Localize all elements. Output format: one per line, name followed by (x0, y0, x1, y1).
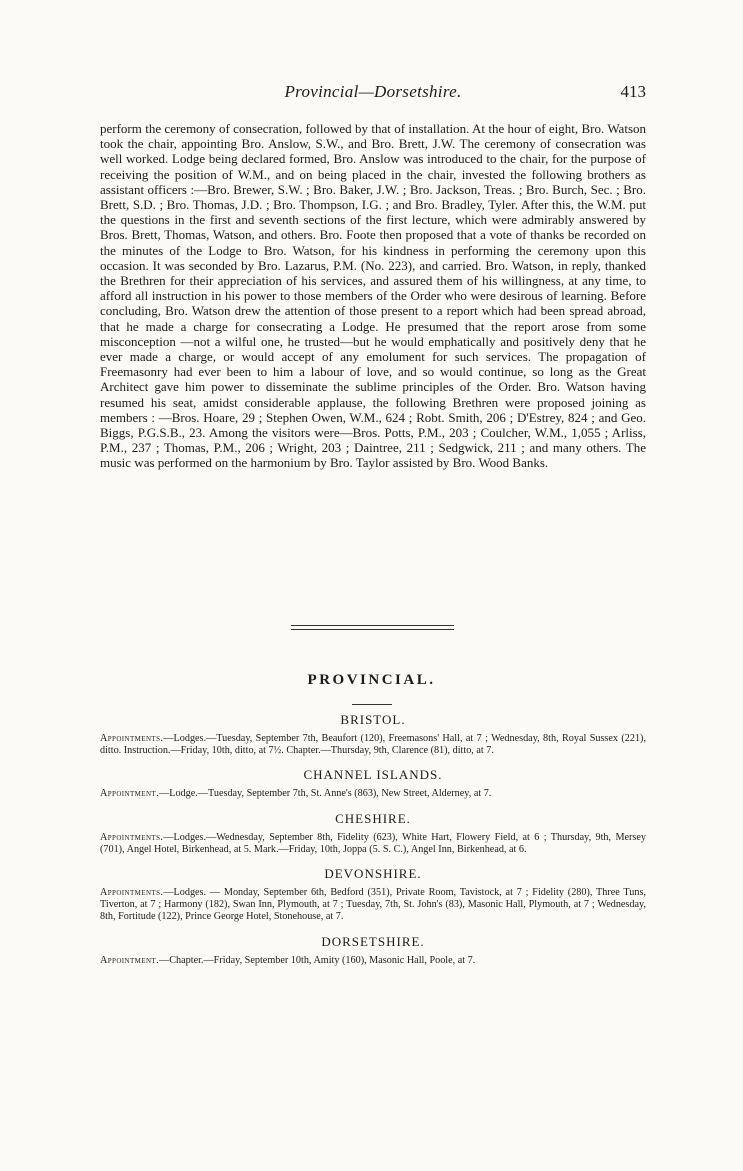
page-number: 413 (620, 82, 646, 101)
notice-label: Appointment. (100, 788, 160, 800)
notice-text: —Chapter.—Friday, September 10th, Amity (160), Masonic Hall, Poole, at 7. (159, 954, 476, 966)
county-heading: CHANNEL ISLANDS. (303, 767, 443, 783)
notice-label: Appointments. (100, 733, 164, 744)
notice-label: Appointments. (100, 887, 164, 899)
county-entry (100, 811, 646, 856)
notice-label: Appointment. (100, 954, 160, 966)
county-heading: BRISTOL. (340, 712, 406, 727)
county-entry (100, 767, 646, 800)
notice-text: —Lodges.—Wednesday, September 8th, Fidelity (623), White Hart, Flowery Field, at 6 ; Thursday, 9th, Mersey (701), Angel Hotel, Birkenhead, at 5. Mark.—Friday, 10th, Joppa (5. S. C.), Angel Inn, Birkenhead, at 6. (100, 831, 646, 855)
appointment-notice (100, 832, 646, 856)
county-entry (100, 712, 646, 757)
county-heading: DEVONSHIRE. (324, 866, 422, 882)
notice-text: —Lodges. — Monday, September 6th, Bedford (351), Private Room, Tavistock, at 7 ; Fidelity (280), Three Tuns, Tiverton, at 7 ; Harmony (182), Swan Inn, Plymouth, at 7 ; Tuesday, 7th, St. John's (83), Masonic Hall, Plymouth, at 7 ; Wednesday, 8th, Fortitude (122), Prince George Hotel, Stonehouse, at 7. (100, 887, 646, 923)
county-heading: CHESHIRE. (335, 810, 411, 826)
section-title: PROVINCIAL. (307, 672, 436, 688)
county-notices (100, 712, 646, 977)
divider-rule (291, 625, 454, 626)
appointment-notice (100, 788, 646, 800)
title-underline (352, 704, 392, 705)
notice-text: —Lodges.—Tuesday, September 7th, Beaufort (120), Freemasons' Hall, at 7 ; Wednesday, 8th, Royal Sussex (221), ditto. Instruction.—Friday, 10th, ditto, at 7½. Chapter.—Thursday, 9th, Clarence (81), ditto, at 7. (100, 733, 646, 757)
running-head (100, 82, 646, 104)
article-paragraph: perform the ceremony of consecration, followed by that of installation. At the hour of eight, Bro. Watson took the chair, appointing Bro. Anslow, S.W., and Bro. Brett, J.W. The ceremony of consecration was well worked. Lodge being declared formed, Bro. Anslow was introduced to the chair, for the purpose of receiving the position of W.M., and on being placed in the chair, invested the following brothers as assistant officers :—Bro. Brewer, S.W. ; Bro. Baker, J.W. ; Bro. Jackson, Treas. ; Bro. Burch, Sec. ; Bro. Brett, S.D. ; Bro. Thomas, J.D. ; Bro. Thompson, I.G. ; and Bro. Bradley, Tyler. After this, the W.M. put the questions in the first and seventh sections of the first lecture, which were admirably answered by Bros. Brett, Thomas, Watson, and others. Bro. Foote then proposed that a vote of thanks be recorded on the minutes of the Lodge to Bro. Watson, for his kindness in performing the ceremony upon this occasion. It was seconded by Bro. Lazarus, P.M. (No. 223), and carried. Bro. Watson, in reply, thanked the Brethren for their appreciation of his services, and assured them of his willingness, at any time, to afford all instruction in his power to those members of the Order who were desirous of learning. Before concluding, Bro. Watson drew the attention of those present to a report which had been spread abroad, that he made a charge for consecrating a Lodge. He presumed that the report arose from some misconception —not a wilful one, he trusted—but he would emphatically and positively deny that he ever made a charge, or would accept of any emolument for such services. The propagation of Freemasonry had ever been to him a labour of love, and so would continue, so long as the Great Architect gave him power to disseminate the sublime principles of the Order. Bro. Watson having resumed his seat, amidst considerable applause, the following Brethren were proposed joining as members : —Bros. Hoare, 29 ; Stephen Owen, W.M., 624 ; Robt. Smith, 206 ; D'Estrey, 824 ; and Geo. Biggs, P.G.S.B., 23. Among the visitors were—Bros. Potts, P.M., 203 ; Coulcher, W.M., 1,055 ; Arliss, P.M., 237 ; Thomas, P.M., 206 ; Wright, 203 ; Daintree, 211 ; Sedgwick, 211 ; and many others. The music was performed on the harmonium by Bro. Taylor assisted by Bro. Wood Banks. (100, 121, 646, 471)
notice-text: —Lodge.—Tuesday, September 7th, St. Anne's (863), New Street, Alderney, at 7. (159, 788, 492, 800)
notice-label: Appointments. (100, 831, 164, 843)
appointment-notice (100, 733, 646, 757)
county-entry (100, 934, 646, 967)
divider-rule (291, 629, 454, 630)
appointment-notice (100, 887, 646, 924)
appointment-notice (100, 955, 646, 967)
running-title: Provincial—Dorsetshire. (284, 82, 462, 101)
section-divider (291, 625, 454, 633)
county-heading: DORSETSHIRE. (321, 933, 425, 949)
county-entry (100, 866, 646, 924)
